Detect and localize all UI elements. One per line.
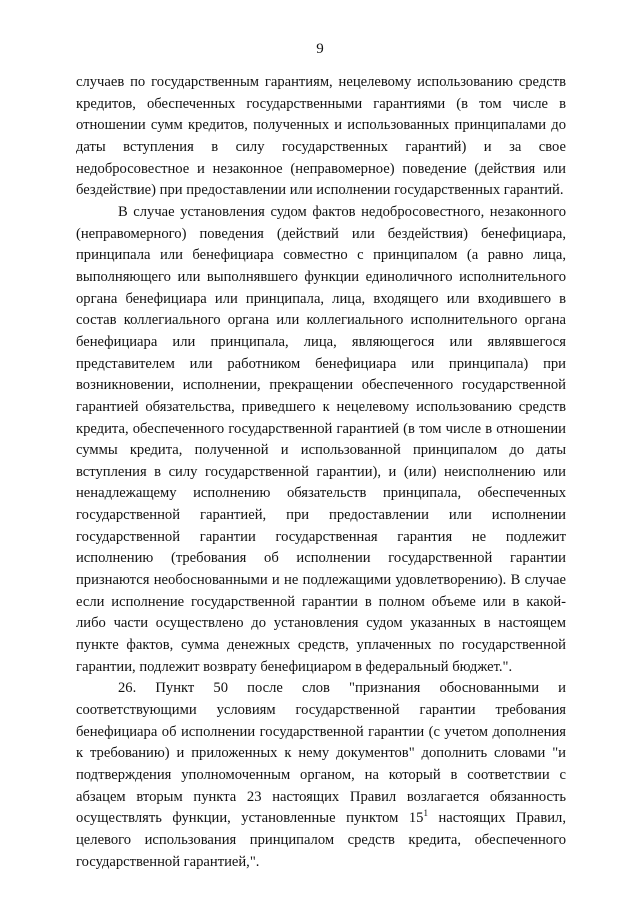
page-number: 9 bbox=[316, 41, 324, 57]
paragraph-court-findings: В случае установления судом фактов недобросовестного, незаконного (неправомерного) поведения (действий или бездействия) бенефициара, принципала или бенефициара совместно с принципалом (а равно лица, выполняющего или выполнявшего функции единоличного исполнительного органа бенефициара или принципала, лица, входящего или входившего в состав коллегиального органа или коллегиального исполнительного органа бенефициара или принципала, лица, являющегося или являвшегося представителем или работником бенефициара или принципала) при возникновении, исполнении, прекращении обеспеченного государственной гарантией обязательства, приведшего к нецелевому использованию средств кредита, обеспеченного государственной гарантией (в том числе в отношении суммы кредита, полученной и использованной принципалом до даты вступления в силу государственной гарантии), и (или) неисполнению или ненадлежащему исполнению обязательств принципала, обеспеченных государственной гарантией, при предоставлении или исполнении государственной гарантии государственная гарантия не подлежит исполнению (требования об исполнении государственной гарантии признаются необоснованными и не подлежащими удовлетворению). В случае если исполнение государственной гарантии в полном объеме или в какой-либо части осуществлено до установления судом указанных в настоящем пункте фактов, сумма денежных средств, уплаченных по государственной гарантии, подлежит возврату бенефициаром в федеральный бюджет.". bbox=[76, 203, 566, 675]
item-26-text-end: настоящих Правил, целевого использования принципалом средств кредита, обеспеченного государственной гарантией,". bbox=[76, 810, 566, 870]
document-body bbox=[76, 72, 566, 873]
paragraph-continuation: случаев по государственным гарантиям, нецелевому использованию средств кредитов, обеспеченных государственными гарантиями (в том числе в отношении сумм кредитов, полученных и использованных принципалами до даты вступления в силу государственных гарантий) и за свое недобросовестное и незаконное (неправомерное) поведение (действия или бездействие) при предоставлении или исполнении государственных гарантий. bbox=[76, 74, 566, 199]
superscript-index: 1 bbox=[423, 808, 428, 819]
paragraph-item-26 bbox=[76, 678, 566, 873]
item-26-text: 26. Пункт 50 после слов "признания обоснованными и соответствующими условиям государственной гарантии требования бенефициара об исполнении государственной гарантии (с учетом дополнения к требованию) и приложенных к нему документов" дополнить словами "и подтверждения уполномоченным органом, на который в соответствии с абзацем вторым пункта 23 настоящих Правил возлагается обязанность осуществлять функции, установленные пунктом 15 bbox=[76, 680, 566, 827]
